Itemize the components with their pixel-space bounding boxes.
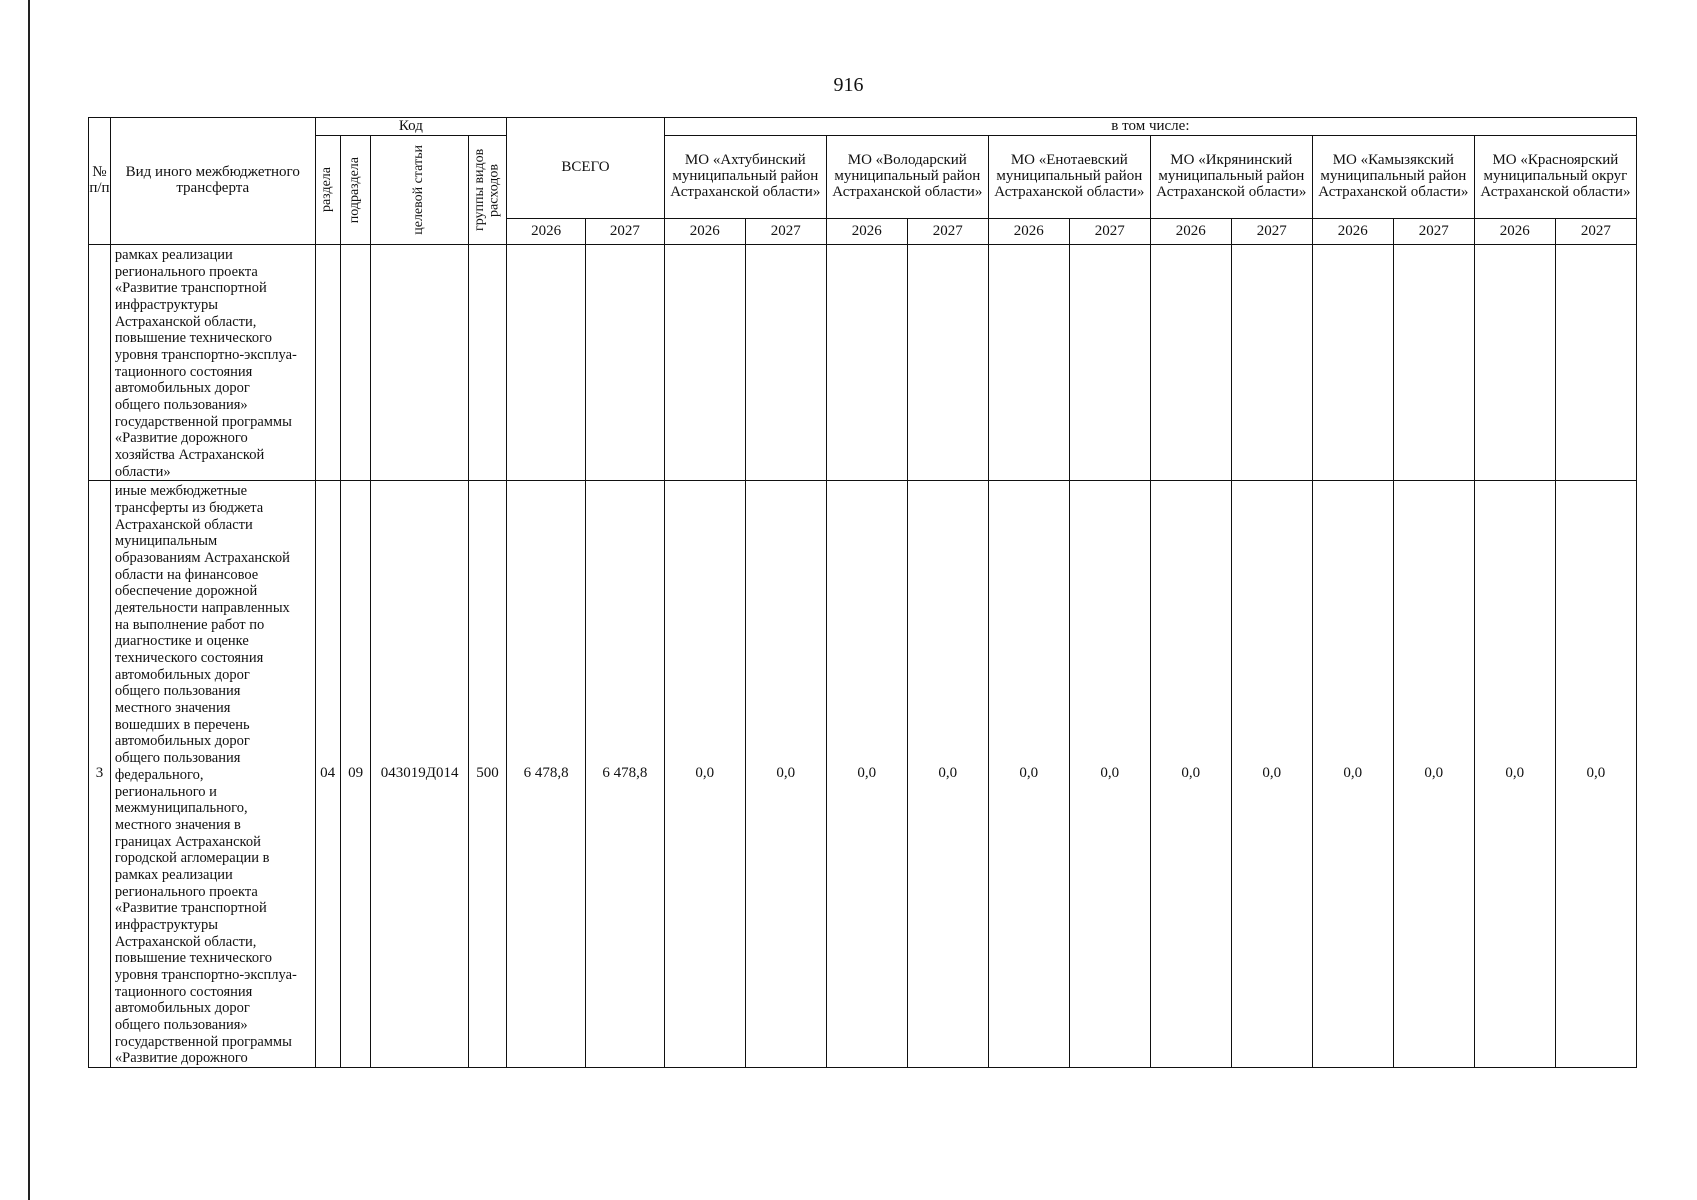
header-including: в том числе: bbox=[664, 118, 1636, 136]
value-cell bbox=[826, 245, 907, 481]
header-num: № п/п bbox=[89, 118, 111, 245]
row-razdel: 04 bbox=[315, 481, 340, 1068]
row-expense-group: 500 bbox=[468, 481, 506, 1068]
year-cell: 2026 bbox=[1150, 218, 1231, 244]
year-cell: 2027 bbox=[1393, 218, 1474, 244]
row-description: иные межбюджетные трансферты из бюджета Астраханской области муниципальным образованиям Астраханской области на финансовое обеспечение дорожной деятельности направленных на выполнение работ по диагностике и оценке технического состояния автомобильных дорог общего пользования местного значения вошедших в перечень автомобильных дорог общего пользования федерального, регионального и межмуниципального, местного значения в границах Астраханской городской агломерации в рамках реализации регионального проекта «Развитие транспортной инфраструктуры Астраханской области, повышение технического уровня транспортно-эксплуа- тационного состояния автомобильных дорог общего пользования» государственной программы «Развитие дорожного bbox=[110, 481, 315, 1068]
value-cell: 6 478,8 bbox=[507, 481, 586, 1068]
value-cell: 0,0 bbox=[664, 481, 745, 1068]
year-cell: 2026 bbox=[1474, 218, 1555, 244]
year-cell: 2026 bbox=[988, 218, 1069, 244]
year-cell: 2027 bbox=[585, 218, 664, 244]
row-target-code: 043019Д014 bbox=[371, 481, 468, 1068]
page-number: 916 bbox=[833, 74, 864, 96]
value-cell: 0,0 bbox=[1555, 481, 1636, 1068]
value-cell: 0,0 bbox=[745, 481, 826, 1068]
year-cell: 2027 bbox=[907, 218, 988, 244]
year-cell: 2026 bbox=[507, 218, 586, 244]
header-code-target: целевой статьи bbox=[371, 136, 468, 245]
value-cell: 0,0 bbox=[1150, 481, 1231, 1068]
value-cell: 0,0 bbox=[1393, 481, 1474, 1068]
year-cell: 2027 bbox=[745, 218, 826, 244]
year-cell: 2027 bbox=[1555, 218, 1636, 244]
row-podrazdel: 09 bbox=[340, 481, 371, 1068]
header-mo-enotaevsky: МО «Енотаевский муниципальный район Астраханской области» bbox=[988, 136, 1150, 219]
year-cell: 2027 bbox=[1231, 218, 1312, 244]
header-total: ВСЕГО bbox=[507, 118, 665, 219]
row-target-code bbox=[371, 245, 468, 481]
value-cell bbox=[1474, 245, 1555, 481]
header-mo-kamyzyaksky: МО «Камызякский муниципальный район Астраханской области» bbox=[1312, 136, 1474, 219]
scan-edge-line bbox=[28, 0, 30, 1200]
year-cell: 2026 bbox=[664, 218, 745, 244]
year-cell: 2026 bbox=[826, 218, 907, 244]
row-num: 3 bbox=[89, 481, 111, 1068]
value-cell bbox=[1393, 245, 1474, 481]
row-podrazdel bbox=[340, 245, 371, 481]
value-cell bbox=[988, 245, 1069, 481]
row-razdel bbox=[315, 245, 340, 481]
value-cell: 0,0 bbox=[1312, 481, 1393, 1068]
header-code: Код bbox=[315, 118, 507, 136]
table-row bbox=[89, 245, 1637, 481]
header-code-razdel: раздела bbox=[315, 136, 340, 245]
value-cell bbox=[585, 245, 664, 481]
header-code-group: группы видов расходов bbox=[468, 136, 506, 245]
header-transfer-type: Вид иного межбюджетного трансферта bbox=[110, 118, 315, 245]
value-cell bbox=[745, 245, 826, 481]
row-num bbox=[89, 245, 111, 481]
value-cell bbox=[1555, 245, 1636, 481]
value-cell: 6 478,8 bbox=[585, 481, 664, 1068]
year-cell: 2027 bbox=[1069, 218, 1150, 244]
header-code-podrazdel: подраздела bbox=[340, 136, 371, 245]
value-cell bbox=[1150, 245, 1231, 481]
value-cell bbox=[507, 245, 586, 481]
value-cell: 0,0 bbox=[1474, 481, 1555, 1068]
value-cell bbox=[1312, 245, 1393, 481]
value-cell: 0,0 bbox=[988, 481, 1069, 1068]
row-expense-group bbox=[468, 245, 506, 481]
value-cell: 0,0 bbox=[907, 481, 988, 1068]
value-cell bbox=[1231, 245, 1312, 481]
value-cell: 0,0 bbox=[826, 481, 907, 1068]
value-cell bbox=[907, 245, 988, 481]
table-row bbox=[89, 481, 1637, 1068]
header-mo-akhtubinsky: МО «Ахтубинский муниципальный район Астраханской области» bbox=[664, 136, 826, 219]
row-description: рамках реализации регионального проекта «Развитие транспортной инфраструктуры Астраханской области, повышение технического уровня транспортно-эксплуа- тационного состояния автомобильных дорог общего пользования» государственной программы «Развитие дорожного хозяйства Астраханской области» bbox=[110, 245, 315, 481]
value-cell: 0,0 bbox=[1069, 481, 1150, 1068]
header-mo-volodarsky: МО «Володарский муниципальный район Астраханской области» bbox=[826, 136, 988, 219]
header-mo-ikryaninsky: МО «Икрянинский муниципальный район Астраханской области» bbox=[1150, 136, 1312, 219]
value-cell bbox=[1069, 245, 1150, 481]
header-mo-krasnoyarsky: МО «Красноярский муниципальный округ Астраханской области» bbox=[1474, 136, 1636, 219]
value-cell bbox=[664, 245, 745, 481]
budget-table bbox=[88, 117, 1637, 1068]
value-cell: 0,0 bbox=[1231, 481, 1312, 1068]
year-cell: 2026 bbox=[1312, 218, 1393, 244]
